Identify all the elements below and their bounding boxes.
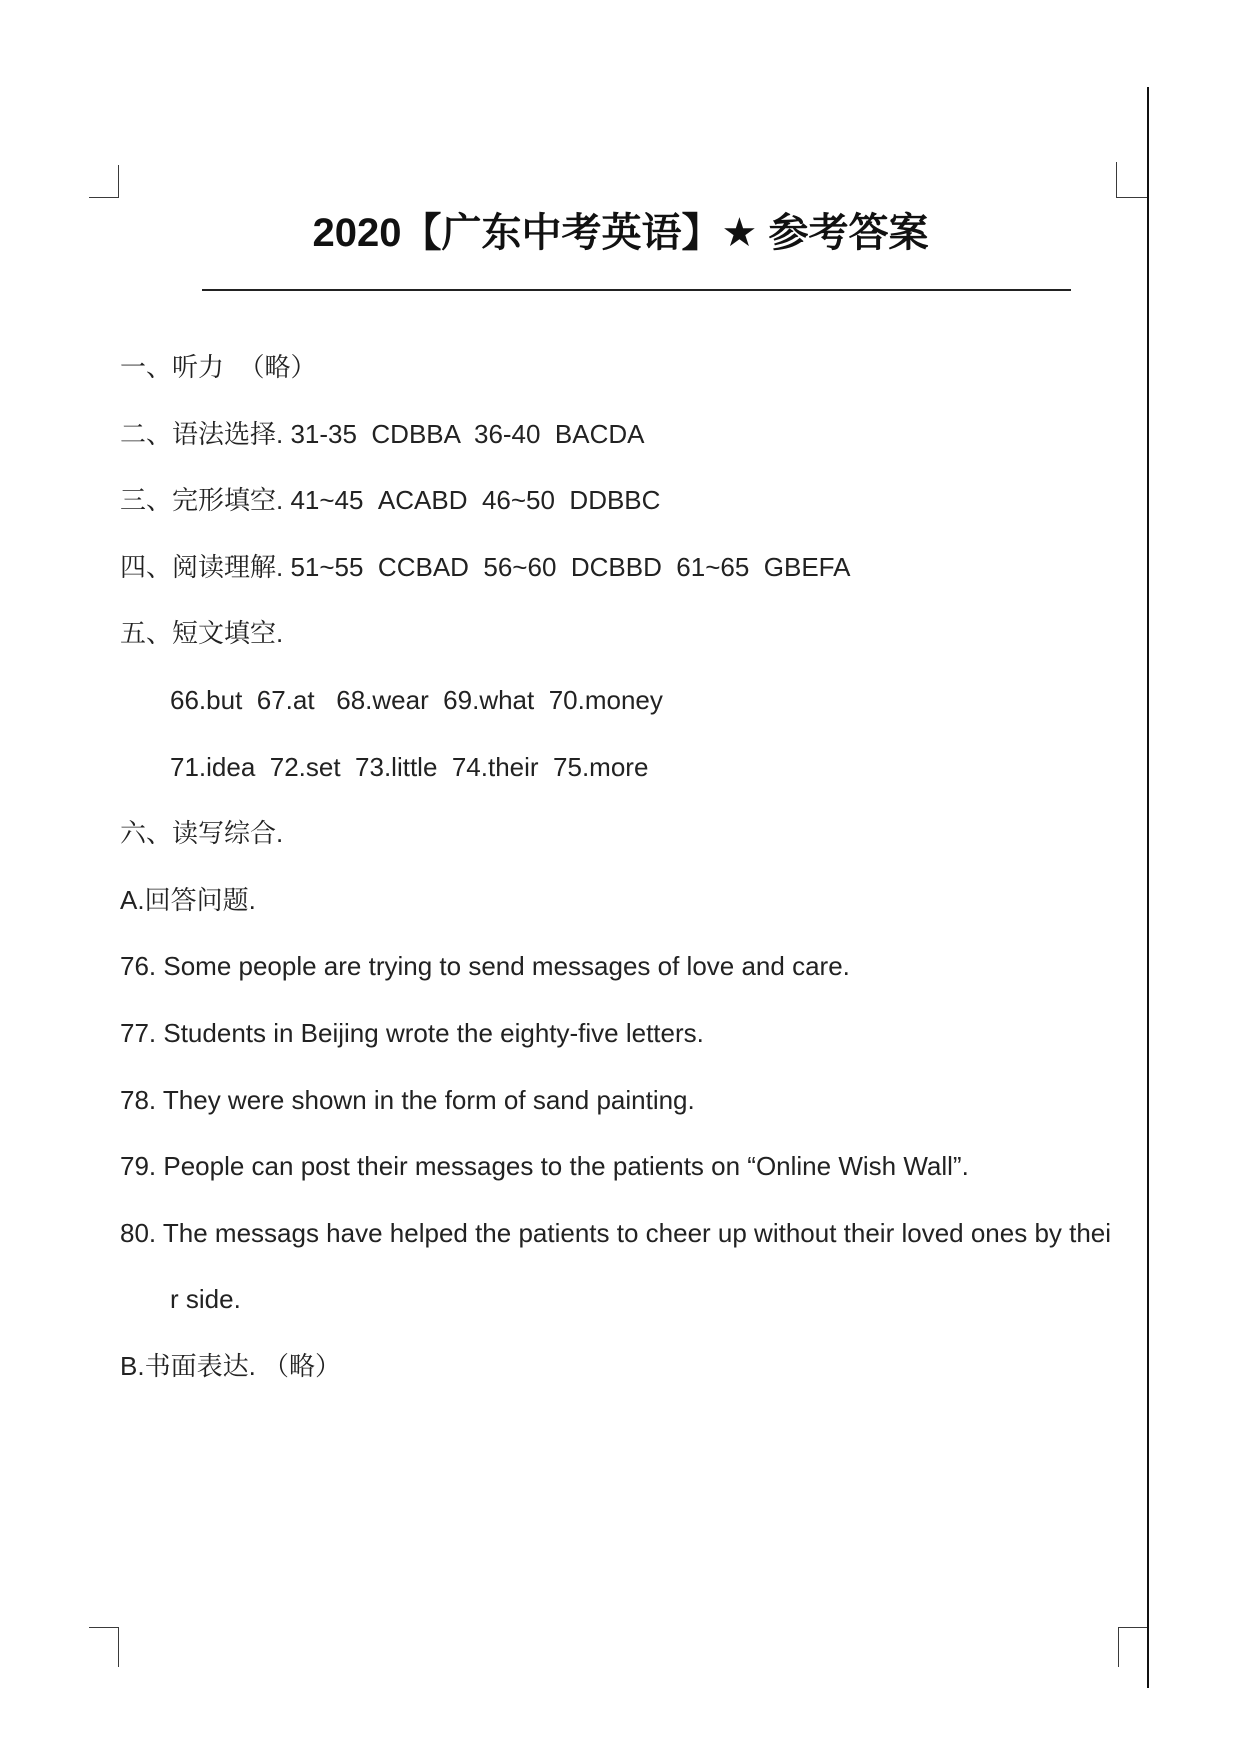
section-grammar: 二、语法选择. 31-35 CDBBA 36-40 BACDA xyxy=(120,418,645,449)
crop-mark-bottom-right xyxy=(1118,1627,1149,1667)
crop-mark-top-left xyxy=(89,165,119,198)
section-read-write-heading: 六、读写综合. xyxy=(120,818,284,849)
right-margin-line xyxy=(1147,87,1149,1688)
part-b-writing: B.书面表达. （略） xyxy=(120,1350,342,1381)
answer-77: 77. Students in Beijing wrote the eighty-five letters. xyxy=(120,1017,704,1048)
section-cloze: 三、完形填空. 41~45 ACABD 46~50 DDBBC xyxy=(120,485,661,516)
fill-blank-answers-2: 71.idea 72.set 73.little 74.their 75.more xyxy=(170,751,649,782)
crop-mark-bottom-left xyxy=(89,1627,119,1667)
title-divider xyxy=(202,289,1071,291)
section-reading: 四、阅读理解. 51~55 CCBAD 56~60 DCBBD 61~65 GBEFA xyxy=(120,551,851,582)
answer-76: 76. Some people are trying to send messages of love and care. xyxy=(120,951,850,982)
answer-list xyxy=(120,334,1140,1400)
fill-blank-answers-1: 66.but 67.at 68.wear 69.what 70.money xyxy=(170,684,663,715)
answer-80-continued: r side. xyxy=(170,1284,241,1315)
page-title: 2020【广东中考英语】★ 参考答案 xyxy=(312,211,929,255)
section-listening: 一、听力 （略） xyxy=(120,352,317,382)
crop-mark-top-right xyxy=(1116,162,1149,198)
answer-78: 78. They were shown in the form of sand painting. xyxy=(120,1084,695,1115)
answer-80: 80. The messags have helped the patients to cheer up without their loved ones by thei xyxy=(120,1217,1112,1248)
section-fill-blank-heading: 五、短文填空. xyxy=(120,618,284,649)
part-a-heading: A.回答问题. xyxy=(120,884,256,915)
answer-79: 79. People can post their messages to the patients on “Online Wish Wall”. xyxy=(120,1151,969,1182)
